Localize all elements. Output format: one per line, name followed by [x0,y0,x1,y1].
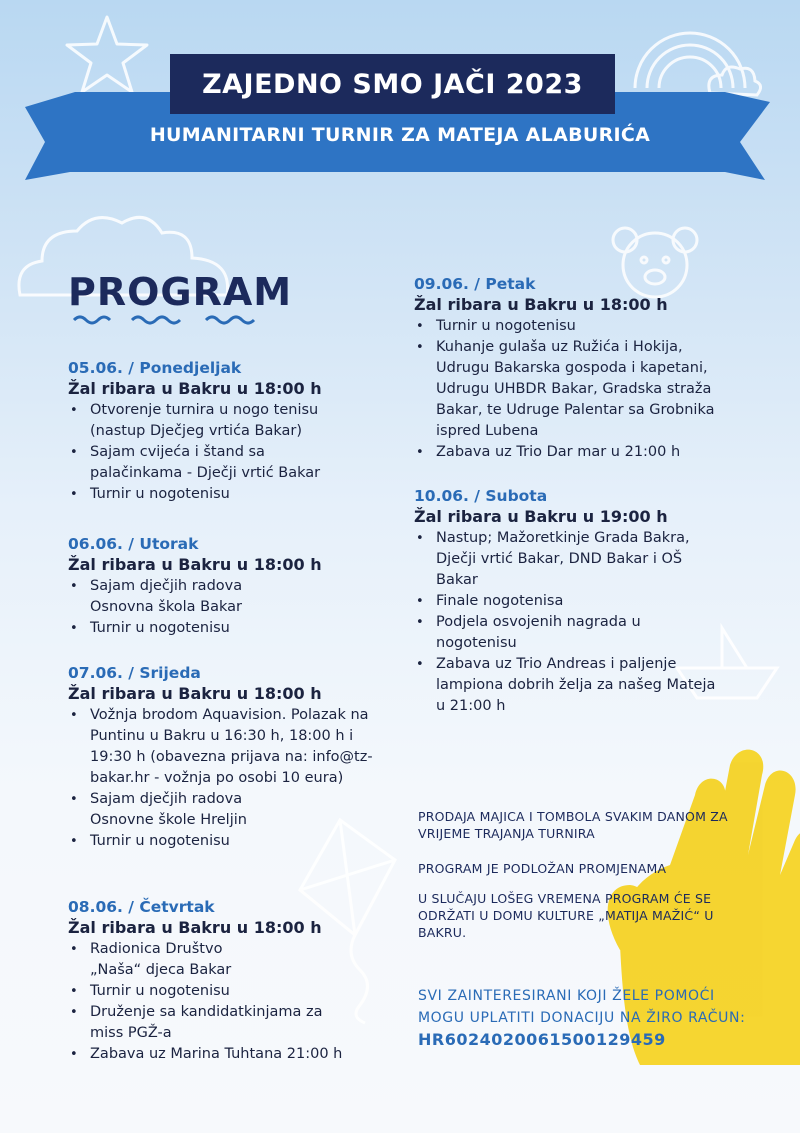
day-location: Žal ribara u Bakru u 18:00 h [414,295,668,314]
day-saturday [414,486,744,717]
day-date: 06.06. / Utorak [68,535,199,553]
wave-underline-icon [72,314,262,326]
star-icon [62,12,152,97]
list-item: • Sajam dječjih radova Osnovne škole Hreljin [90,789,290,831]
note-changes: PROGRAM JE PODLOŽAN PROMJENAMA [418,861,667,876]
list-item: • Sajam cvijeća i štand sa palačinkama - Dječji vrtić Bakar [90,442,355,484]
donation-block [418,985,748,1051]
day-date: 05.06. / Ponedjeljak [68,359,242,377]
list-item: • Zabava uz Trio Dar mar u 21:00 h [436,442,744,463]
list-item: • Nastup; Mažoretkinje Grada Bakra, Dječji vrtić Bakar, DND Bakar i OŠ Bakar [436,528,726,591]
list-item: • Turnir u nogotenisu [90,831,398,852]
event-subtitle: HUMANITARNI TURNIR ZA MATEJA ALABURIĆA [149,124,651,146]
day-monday [68,358,398,505]
day-location: Žal ribara u Bakru u 19:00 h [414,507,668,526]
event-title: ZAJEDNO SMO JAČI 2023 [170,54,615,114]
day-tuesday [68,534,398,639]
note-sales: PRODAJA MAJICA I TOMBOLA SVAKIM DANOM ZA VRIJEME TRAJANJA TURNIRA [418,809,728,841]
program-heading: PROGRAM [68,270,293,314]
day-date: 09.06. / Petak [414,275,536,293]
list-item: • Turnir u nogotenisu [90,981,398,1002]
day-wednesday [68,663,398,852]
list-item: • Kuhanje gulaša uz Ružića i Hokija, Udrugu Bakarska gospoda i kapetani, Udrugu UHBDR Bakar, Gradska straža Bakar, te Udruge Palentar sa Grobnika ispred Lubena [436,337,736,442]
day-date: 08.06. / Četvrtak [68,898,215,916]
list-item: • Otvorenje turnira u nogo tenisu (nastup Dječjeg vrtića Bakar) [90,400,350,442]
list-item: • Podjela osvojenih nagrada u nogotenisu [436,612,656,654]
donation-text: SVI ZAINTERESIRANI KOJI ŽELE POMOĆI MOGU UPLATITI DONACIJU NA ŽIRO RAČUN: [418,988,746,1026]
list-item: • Turnir u nogotenisu [90,484,398,505]
list-item: • Turnir u nogotenisu [90,618,398,639]
day-location: Žal ribara u Bakru u 18:00 h [68,684,322,703]
list-item: • Zabava uz Marina Tuhtana 21:00 h [90,1044,390,1065]
list-item: • Turnir u nogotenisu [436,316,744,337]
note-weather: U SLUČAJU LOŠEG VREMENA PROGRAM ĆE SE ODRŽATI U DOMU KULTURE „MATIJA MAŽIĆ“ U BAKRU. [418,891,714,940]
day-date: 10.06. / Subota [414,487,548,505]
day-location: Žal ribara u Bakru u 18:00 h [68,555,322,574]
iban-number: HR6024020061500129459 [418,1030,666,1049]
list-item: • Druženje sa kandidatkinjama za miss PGŽ-a [90,1002,350,1044]
list-item: • Radionica Društvo „Naša“ djeca Bakar [90,939,260,981]
day-thursday [68,897,398,1065]
list-item: • Zabava uz Trio Andreas i paljenje lampiona dobrih želja za našeg Mateja u 21:00 h [436,654,726,717]
day-location: Žal ribara u Bakru u 18:00 h [68,379,322,398]
rainbow-icon [615,8,765,103]
list-item: • Sajam dječjih radova Osnovna škola Bakar [90,576,280,618]
day-friday [414,274,744,463]
day-location: Žal ribara u Bakru u 18:00 h [68,918,322,937]
list-item: • Finale nogotenisa [436,591,744,612]
day-date: 07.06. / Srijeda [68,664,201,682]
list-item: • Vožnja brodom Aquavision. Polazak na Puntinu u Bakru u 16:30 h, 18:00 h i 19:30 h (obavezna prijava na: info@tz-bakar.hr - vožnja po osobi 10 eura) [90,705,390,789]
